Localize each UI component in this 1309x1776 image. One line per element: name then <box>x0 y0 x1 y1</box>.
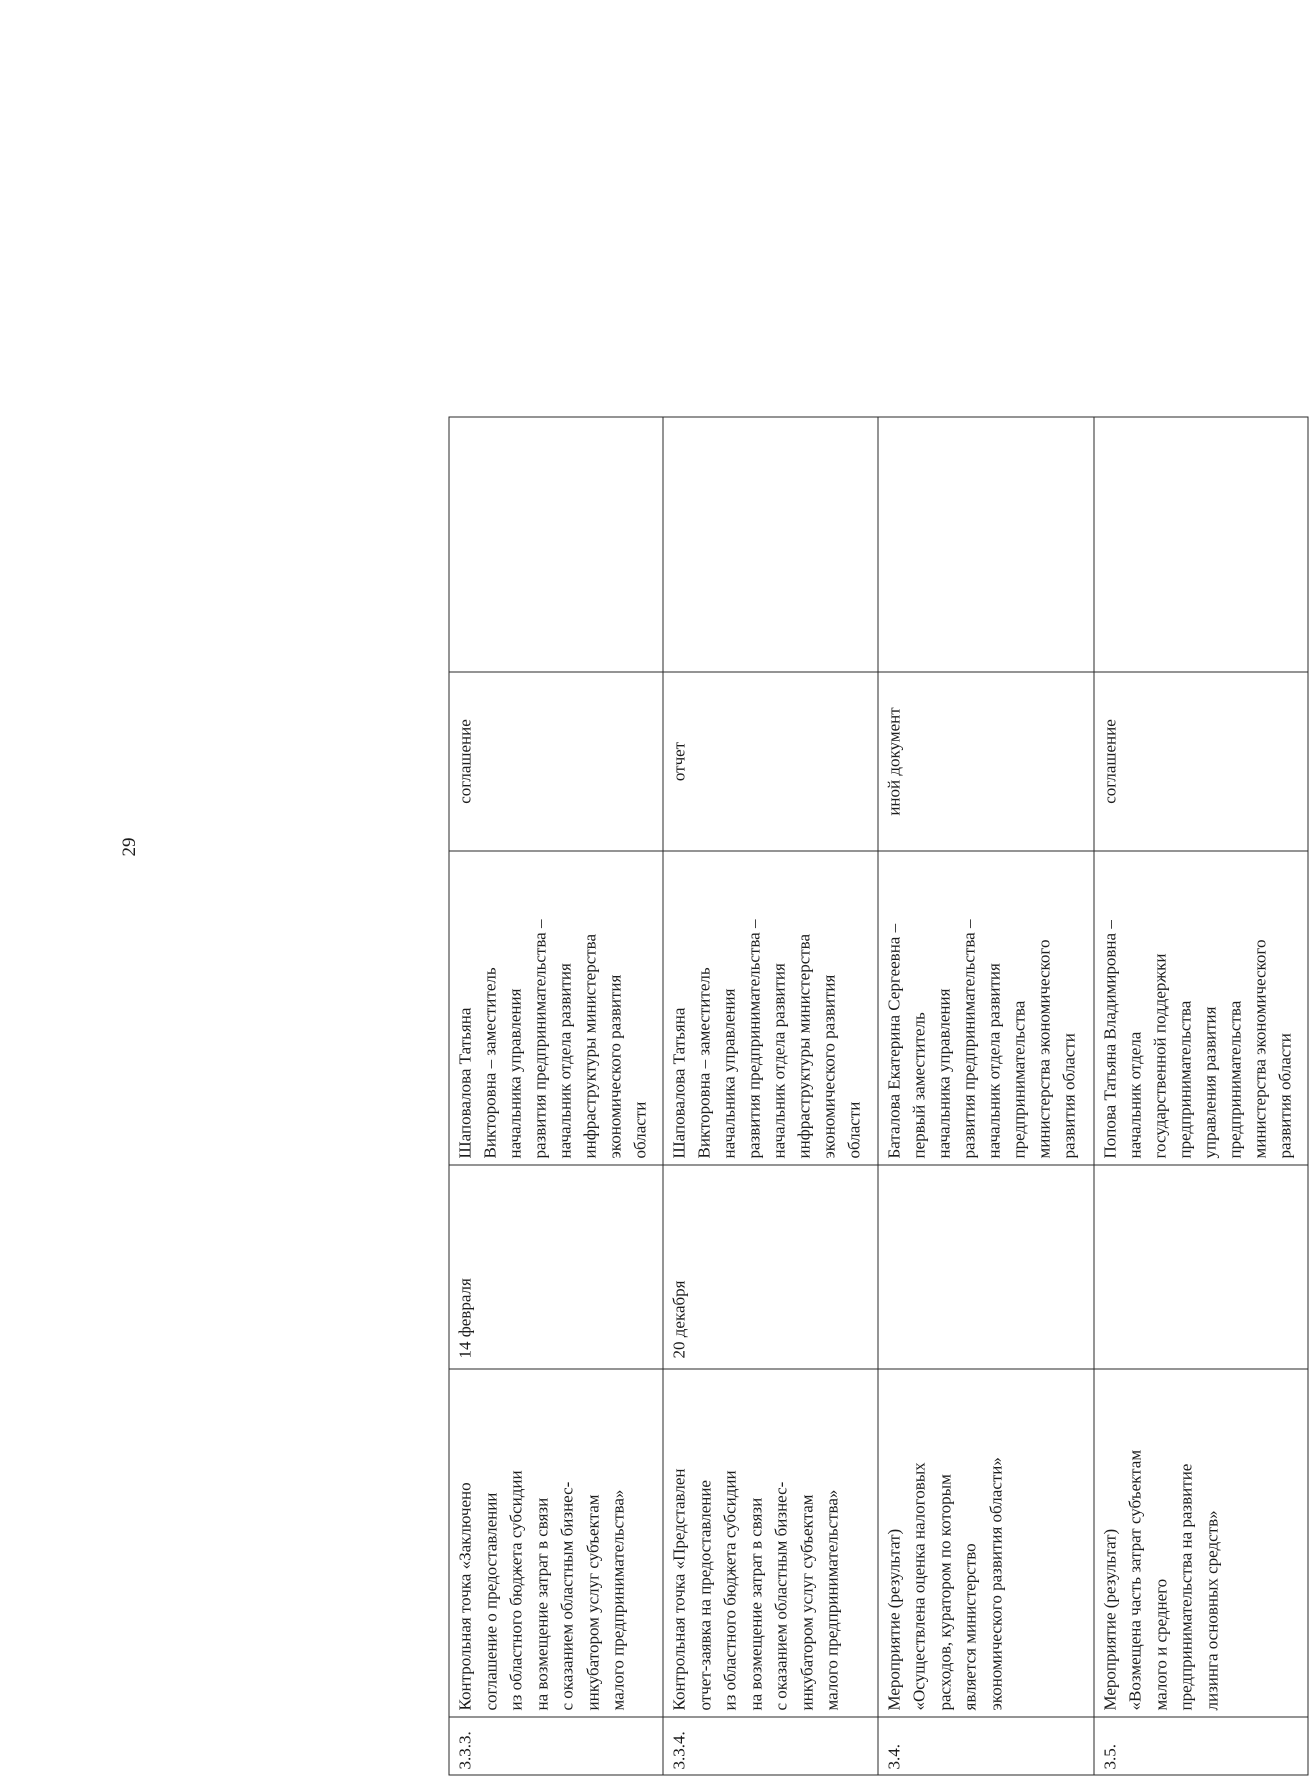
responsible-person-text: Шаповалова Татьяна Викторовна – заместитель начальника управления развития предпринимательства – начальник отдела развития инфраструктуры министерства экономического развития области <box>455 919 650 1159</box>
page-number: 29 <box>119 837 140 857</box>
deadline-date <box>878 1165 1094 1369</box>
event-name-text: Контрольная точка «Представлен отчет-заявка на предоставление из областного бюджета субсидии на возмещение затрат в связи с оказанием областным бизнес- инкубатором услуг субъектам малого предпринимательства» <box>669 1468 842 1711</box>
responsible-person <box>1094 851 1309 1165</box>
event-name <box>878 1369 1094 1717</box>
table-row <box>1094 417 1309 1775</box>
event-name-text: Мероприятие (результат) «Осуществлена оценка налоговых расходов, куратором по которым является министерство экономического развития области» <box>884 1457 1006 1711</box>
table-row <box>878 417 1094 1775</box>
responsible-person-text: Баталова Екатерина Сергеевна – первый заместитель начальника управления развития предпринимательства – начальник отдела развития предпринимательства министерства экономического развития области <box>884 919 1079 1159</box>
event-name <box>663 1369 877 1717</box>
row-number: 3.5. <box>1094 1717 1309 1775</box>
deadline-date <box>1094 1165 1309 1369</box>
row-number: 3.3.3. <box>449 1717 663 1775</box>
responsible-person-text: Шаповалова Татьяна Викторовна – заместитель начальника управления развития предпринимательства – начальник отдела развития инфраструктуры министерства экономического развития области <box>669 919 864 1159</box>
responsible-person <box>878 851 1094 1165</box>
plan-table <box>449 417 1309 1776</box>
row-number: 3.4. <box>878 1717 1094 1775</box>
note-cell <box>1094 417 1309 672</box>
note-cell <box>663 417 877 672</box>
event-name-text: Мероприятие (результат) «Возмещена часть затрат субъектам малого и среднего предпринимательства на развитие лизинга основных средств» <box>1100 1449 1221 1711</box>
responsible-person-text: Попова Татьяна Владимировна – начальник отдела государственной поддержки предпринимательства управления развития предпринимательства министерства экономического развития области <box>1100 920 1294 1159</box>
document-type: иной документ <box>878 672 1094 851</box>
note-cell <box>449 417 663 672</box>
document-type: отчет <box>663 672 877 851</box>
note-cell <box>878 417 1094 672</box>
row-number: 3.3.4. <box>663 1717 877 1775</box>
deadline-date: 14 февраля <box>449 1165 663 1369</box>
deadline-date: 20 декабря <box>663 1165 877 1369</box>
document-type: соглашение <box>449 672 663 851</box>
table-row <box>449 417 663 1775</box>
table-row <box>663 417 877 1775</box>
event-name <box>449 1369 663 1717</box>
event-name <box>1094 1369 1309 1717</box>
document-type: соглашение <box>1094 672 1309 851</box>
event-name-text: Контрольная точка «Заключено соглашение о предоставлении из областного бюджета субсидии на возмещение затрат в связи с оказанием областным бизнес- инкубатором услуг субъектам малого предпринимательства» <box>455 1470 628 1711</box>
responsible-person <box>663 851 877 1165</box>
responsible-person <box>449 851 663 1165</box>
